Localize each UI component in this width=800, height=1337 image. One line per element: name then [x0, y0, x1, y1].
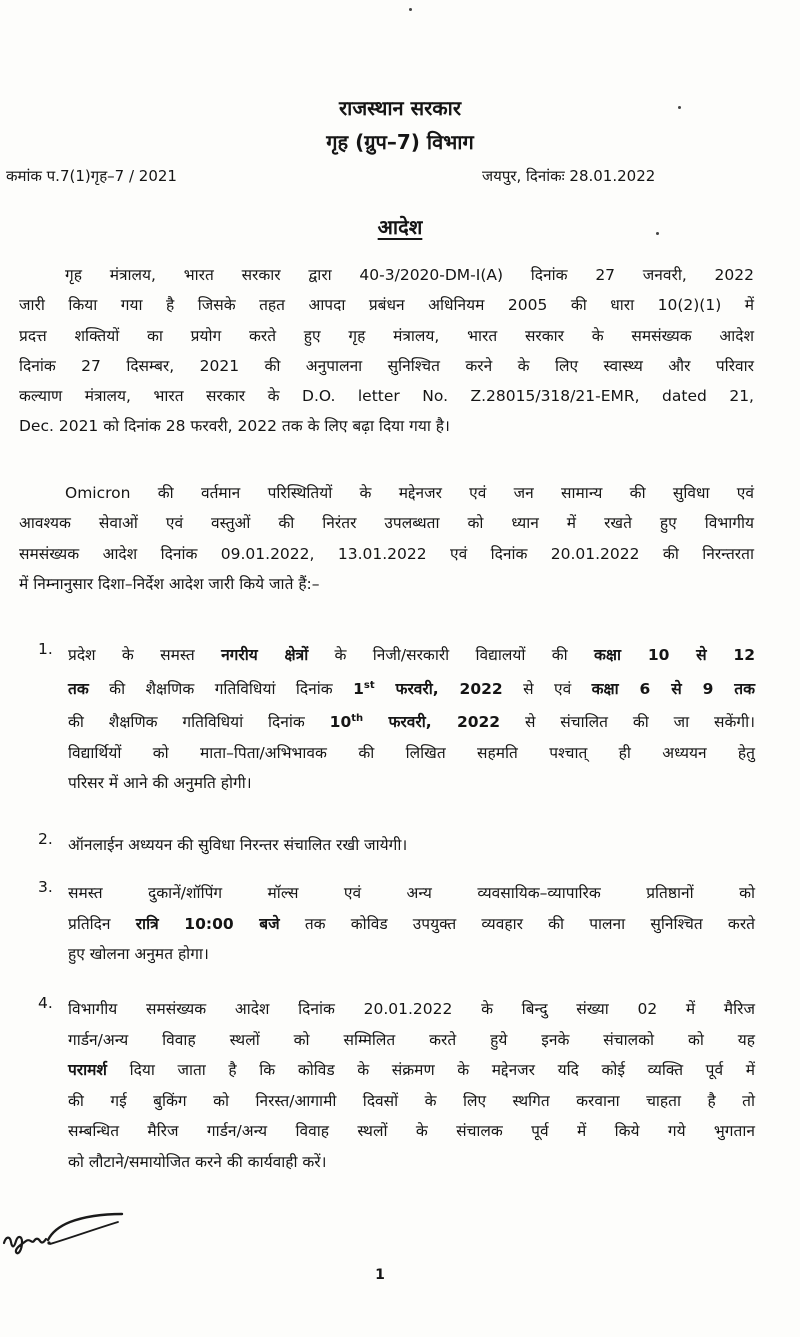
text-run: की शैक्षणिक गतिविधियां दिनांक	[88, 679, 354, 698]
item-line	[68, 1055, 755, 1086]
bold-text: 1	[353, 679, 364, 698]
superscript: th	[351, 713, 364, 725]
item-line: को लौटाने/समायोजित करने की कार्यवाही करें।	[68, 1152, 327, 1171]
order-title: आदेश	[377, 215, 423, 239]
page-number: 1	[375, 1267, 385, 1283]
item-line: गार्डन/अन्य विवाह स्थलों को सम्मिलित करते हुये इनके संचालको को यह	[68, 1030, 755, 1049]
scan-speck	[656, 232, 659, 235]
paragraph-line: गृह मंत्रालय, भारत सरकार द्वारा 40-3/2020-DM-I(A) दिनांक 27 जनवरी, 2022	[65, 266, 754, 284]
item-number: 3.	[38, 878, 53, 896]
reference-number: कमांक प.7(1)गृह–7 / 2021	[6, 167, 177, 185]
bold-text: परामर्श	[68, 1061, 107, 1079]
paragraph-line: Omicron की वर्तमान परिस्थितियों के मद्देनजर एवं जन सामान्य की सुविधा एवं	[65, 484, 754, 502]
text-run: से संचालित की जा सकेंगी।	[500, 713, 755, 732]
text-run: की शैक्षणिक गतिविधियां दिनांक	[68, 713, 330, 732]
scan-speck	[409, 8, 412, 11]
item-text	[68, 640, 755, 799]
government-heading: राजस्थान सरकार	[338, 96, 462, 120]
paragraph-line: जारी किया गया है जिसके तहत आपदा प्रबंधन अधिनियम 2005 की धारा 10(2)(1) में	[19, 296, 754, 315]
item-line: की गई बुकिंग को निरस्त/आगामी दिवसों के लिए स्थगित करवाना चाहता है तो	[68, 1091, 755, 1110]
paragraph-line: समसंख्यक आदेश दिनांक 09.01.2022, 13.01.2022 एवं दिनांक 20.01.2022 की निरन्तरता	[19, 544, 754, 563]
item-line: सम्बन्धित मैरिज गार्डन/अन्य विवाह स्थलों के संचालक पूर्व में किये गये भुगतान	[68, 1122, 755, 1140]
item-number: 2.	[38, 830, 53, 848]
item-number: 1.	[38, 640, 53, 658]
item-line	[68, 704, 755, 738]
item-text	[68, 878, 755, 970]
paragraph-line: में निम्नानुसार दिशा–निर्देश आदेश जारी किये जाते हैं:–	[19, 574, 320, 593]
bold-text: तक	[68, 679, 89, 698]
text-run: प्रतिदिन	[68, 914, 136, 933]
item-line: ऑनलाईन अध्ययन की सुविधा निरन्तर संचालित रखी जायेगी।	[68, 836, 408, 854]
text-run: तक कोविड उपयुक्त व्यवहार की पालना सुनिश्चित करते	[279, 914, 755, 933]
superscript: st	[363, 679, 375, 691]
item-number: 4.	[38, 994, 53, 1012]
text-run: प्रदेश के समस्त	[68, 646, 222, 664]
paragraph-line: आवश्यक सेवाओं एवं वस्तुओं की निरंतर उपलब्धता को ध्यान में रखते हुए विभागीय	[19, 514, 754, 533]
item-text	[68, 830, 755, 861]
item-line: विभागीय समसंख्यक आदेश दिनांक 20.01.2022 के बिन्दु संख्या 02 में मैरिज	[68, 1000, 755, 1018]
paragraph-line: कल्याण मंत्रालय, भारत सरकार के D.O. letter No. Z.28015/318/21-EMR, dated 21,	[19, 387, 754, 406]
item-line: विद्यार्थियों को माता–पिता/अभिभावक की लिखित सहमति पश्चात् ही अध्ययन हेतु	[68, 743, 755, 762]
text-run: के निजी/सरकारी विद्यालयों की	[308, 646, 594, 664]
paragraph-1	[19, 260, 754, 442]
bold-text: रात्रि 10:00 बजे	[135, 914, 280, 933]
item-line: परिसर में आने की अनुमति होगी।	[68, 774, 252, 793]
bold-text: 10	[329, 713, 352, 732]
item-line	[68, 909, 755, 940]
paragraph-line: दिनांक 27 दिसम्बर, 2021 की अनुपालना सुनिश्चित करने के लिए स्वास्थ्य और परिवार	[19, 356, 754, 375]
bold-text: फरवरी, 2022	[363, 713, 501, 732]
text-run: दिया जाता है कि कोविड के संक्रमण के मद्देनजर यदि कोई व्यक्ति पूर्व में	[106, 1061, 755, 1079]
item-line	[68, 671, 755, 705]
text-run: से एवं	[502, 679, 592, 698]
bold-text: कक्षा 10 से 12	[594, 646, 756, 664]
place-and-date: जयपुर, दिनांकः 28.01.2022	[482, 167, 656, 185]
bold-text: कक्षा 6 से 9 तक	[591, 679, 756, 698]
paragraph-2	[19, 478, 754, 599]
item-text	[68, 994, 755, 1177]
item-line: समस्त दुकानें/शॉपिंग मॉल्स एवं अन्य व्यवसायिक–व्यापारिक प्रतिष्ठानों को	[68, 884, 755, 902]
bold-text: नगरीय क्षेत्रों	[221, 646, 309, 664]
item-line: हुए खोलना अनुमत होगा।	[68, 945, 209, 963]
paragraph-line: प्रदत्त शक्तियों का प्रयोग करते हुए गृह मंत्रालय, भारत सरकार के समसंख्यक आदेश	[19, 326, 754, 345]
department-heading: गृह (ग्रुप–7) विभाग	[326, 130, 474, 154]
paragraph-line: Dec. 2021 को दिनांक 28 फरवरी, 2022 तक के लिए बढ़ा दिया गया है।	[19, 417, 450, 436]
bold-text: फरवरी, 2022	[374, 679, 503, 698]
scan-speck	[678, 106, 681, 109]
item-line	[68, 640, 755, 671]
handwritten-signature	[0, 1208, 140, 1268]
